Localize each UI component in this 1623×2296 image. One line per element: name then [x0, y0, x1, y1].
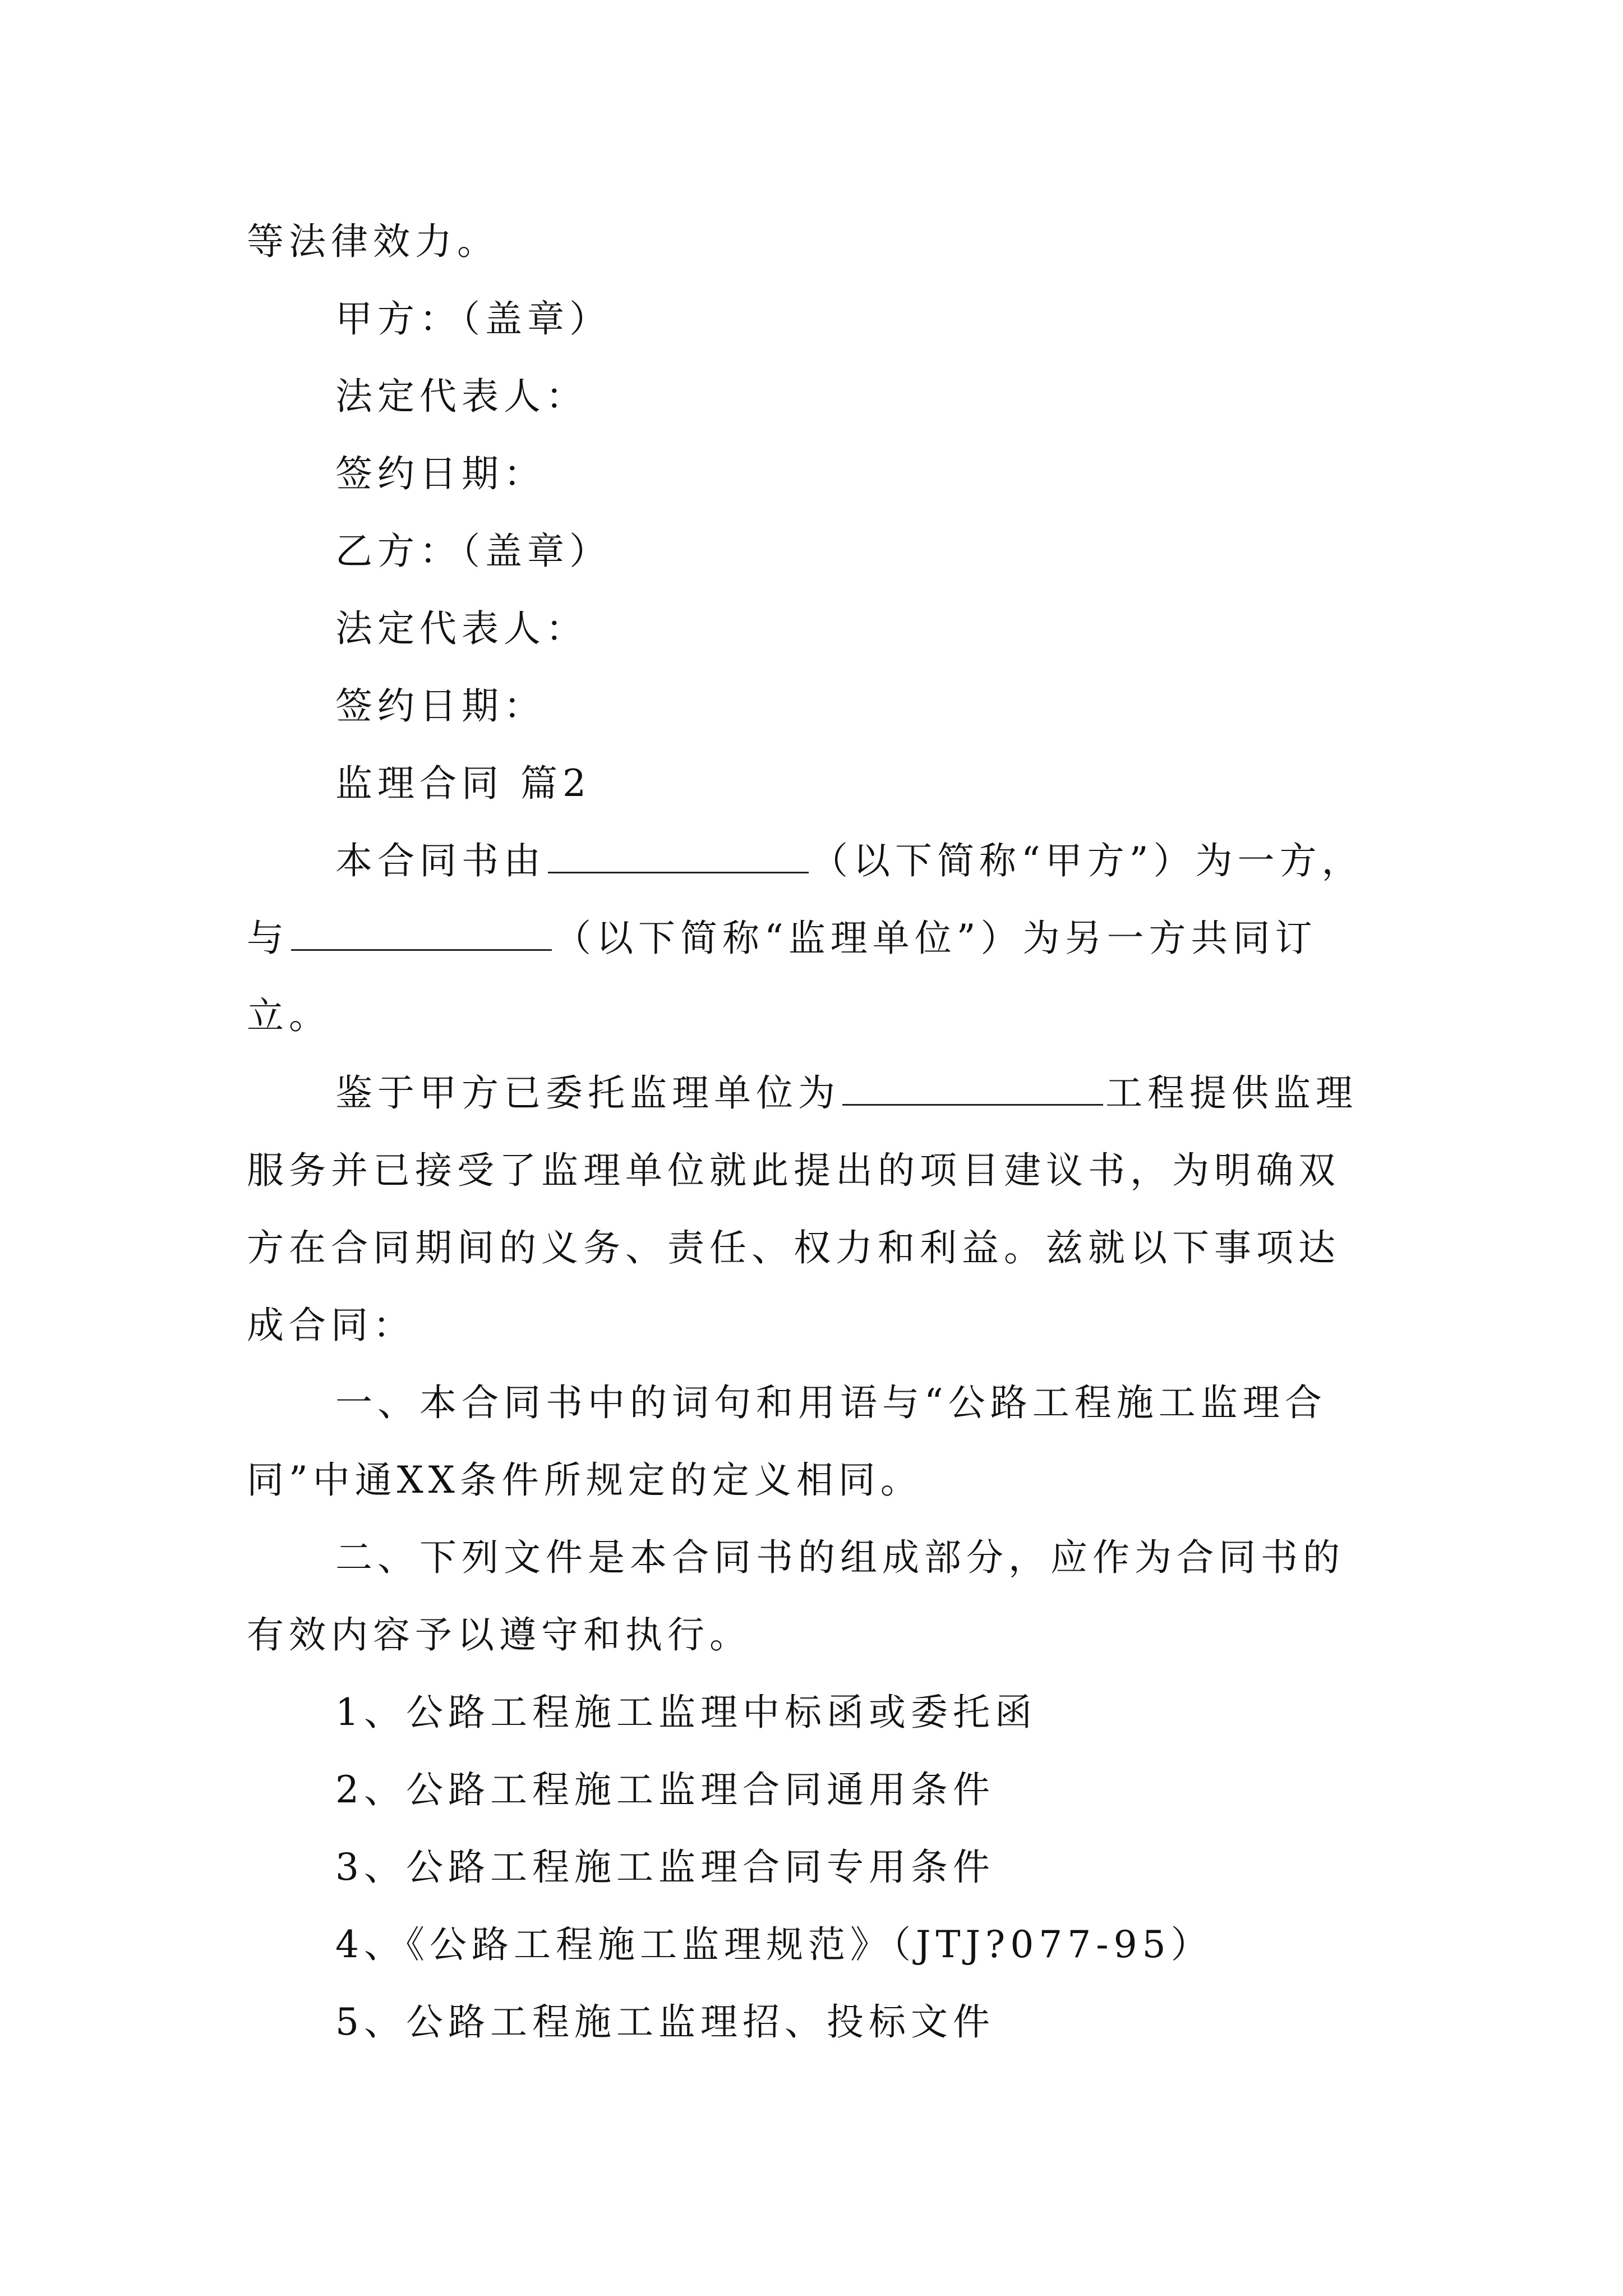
party-b-legal-rep: 法定代表人：: [335, 607, 588, 650]
recital-line-4: 成合同：: [247, 1304, 415, 1347]
intro-line-1: [247, 822, 1385, 900]
intro-line-2: [247, 900, 1385, 977]
clause-2-line-2: 有效内容予以遵守和执行。: [247, 1613, 751, 1657]
list-item: 4、《公路工程施工监理规范》（JTJ?077-95）: [335, 1923, 1213, 1966]
clause-1-line-2: 同”中通XX条件所规定的定义相同。: [247, 1458, 923, 1502]
party-a-sign-date: 签约日期：: [335, 452, 546, 495]
document-body: [247, 203, 1385, 2061]
party-a-legal-rep: 法定代表人：: [335, 375, 588, 418]
blank-field-party-a: [548, 839, 809, 873]
recital-text: 工程提供监理: [1105, 1071, 1358, 1115]
blank-field-supervisor: [291, 917, 552, 951]
recital-line-1: [247, 1055, 1385, 1132]
intro-text: （以下简称“监理单位”）为另一方共同订: [554, 917, 1317, 960]
text-line: 等法律效力。: [247, 220, 499, 263]
blank-field-project: [842, 1071, 1103, 1106]
recital-line-2: 服务并已接受了监理单位就此提出的项目建议书，为明确双: [247, 1149, 1340, 1192]
list-item: 5、公路工程施工监理招、投标文件: [335, 2000, 995, 2044]
recital-text: 鉴于甲方已委托监理单位为: [335, 1071, 840, 1115]
intro-text: （以下简称“甲方”）为一方，: [811, 839, 1364, 882]
list-item: 1、公路工程施工监理中标函或委托函: [335, 1691, 1037, 1734]
list-item: 3、公路工程施工监理合同专用条件: [335, 1846, 995, 1889]
clause-2-line-1: 二、下列文件是本合同书的组成部分，应作为合同书的: [335, 1536, 1345, 1579]
intro-text: 本合同书由: [335, 839, 546, 882]
intro-line-3: 立。: [247, 994, 331, 1037]
party-b-seal: 乙方：（盖章）: [335, 530, 611, 573]
party-b-sign-date: 签约日期：: [335, 684, 546, 728]
list-item: 2、公路工程施工监理合同通用条件: [335, 1768, 995, 1811]
intro-text: 与: [247, 917, 289, 960]
section-title: 监理合同 篇2: [335, 762, 591, 805]
recital-line-3: 方在合同期间的义务、责任、权力和利益。兹就以下事项达: [247, 1226, 1340, 1269]
party-a-seal: 甲方：（盖章）: [335, 297, 611, 341]
clause-1-line-1: 一、本合同书中的词句和用语与“公路工程施工监理合: [335, 1381, 1327, 1424]
